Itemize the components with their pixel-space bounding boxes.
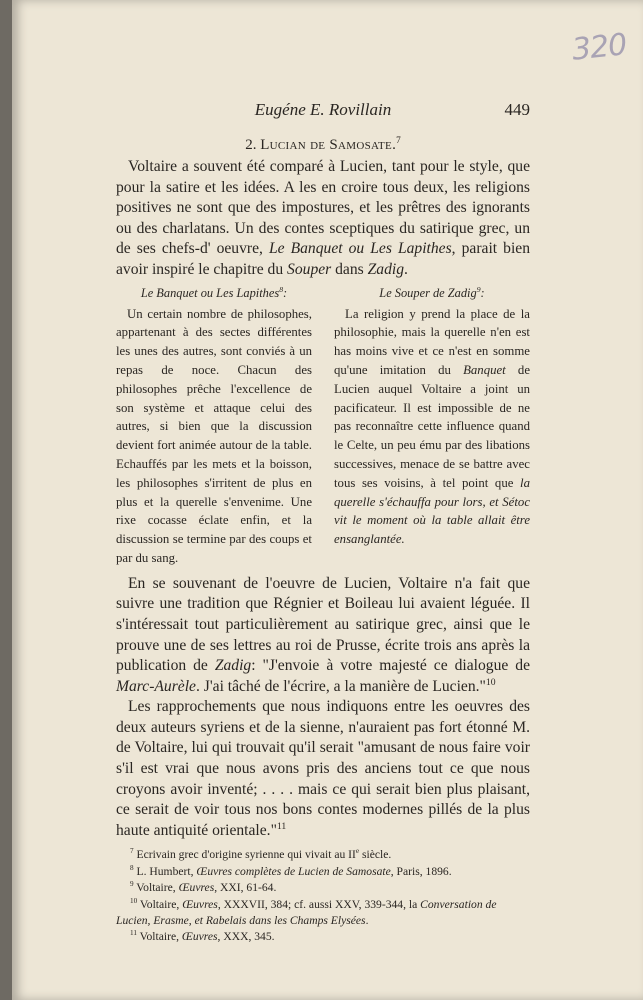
footnote-7: $^7$ Ecrivain grec d'origine syrienne qui vivait au IIe siècle. <box>130 847 392 862</box>
running-head-title: Eugéne E. Rovillain <box>254 100 392 119</box>
left-column <box>116 284 312 568</box>
page-number: 449 <box>504 100 530 119</box>
section-footnote-ref: 7 <box>396 136 401 146</box>
footnote-8: $^8$ L. Humbert, Œuvres complètes de Lucien de Samosate, Paris, 1896. <box>130 863 452 878</box>
footnote-ref-9: 9 <box>476 284 481 294</box>
footnote-11: $^{11}$ Voltaire, Œuvres, XXX, 345. <box>130 929 275 944</box>
paragraph-3: Les rapprochements que nous indiquons entre les oeuvres des deux auteurs syriens et de la sienne, n'auraient pas fort étonné M. de Voltaire, lui qui trouvait qu'il serait "amusant de nous faire voir s'il est vrai que nous avons pris des anciens tout ce que nous croyons avoir inventé; . . . . mais ce qui serait bien plus plaisant, ce serait de voir tous nos bons contes modernes pillés de la plus haute antiquité orientale."$^{11}$ <box>116 698 530 839</box>
running-head <box>116 100 530 124</box>
section-heading <box>116 135 530 155</box>
section-number: 2. <box>245 137 257 153</box>
comparison-columns <box>116 284 530 568</box>
footnote-9: $^9$ Voltaire, Œuvres, XXI, 61-64. <box>130 880 277 895</box>
right-column-text: La religion y prend la place de la philosophie, mais la querelle n'en est has moins vive et ce n'est en somme qu'une imitation du Banquet de Lucien auquel Voltaire a joint un pacificateur. Il est impossible de ne pas reconnaître cette influence quand le Celte, un peu ému par des libations successives, menace de se battre avec tous ses voisins, à tel point que la querelle s'échauffa pour lors, et Sétoc vit le moment où la table allait être ensanglantée. <box>334 306 530 547</box>
right-column <box>334 284 530 568</box>
footnote-ref-11: 11 <box>276 820 287 832</box>
footnote-ref-10: 10 <box>485 676 496 688</box>
right-column-heading: Le Souper de Zadig$^9$: <box>379 284 485 300</box>
page-content <box>116 135 530 946</box>
paragraph-2: En se souvenant de l'oeuvre de Lucien, Voltaire n'a fait que suivre une tradition que Régnier et Boileau lui avaient léguée. Il s'intéressait tout particulièrement au satirique grec, ainsi que le prouve une de ses lettres au roi de Prusse, écrite trois ans après la publication de Zadig: "J'envoie à votre majesté ce dialogue de Marc-Aurèle. J'ai tâché de l'écrire, a la manière de Lucien."$^{10}$ <box>116 574 531 695</box>
intro-paragraph: Voltaire a souvent été comparé à Lucien, tant pour le style, que pour la satire et les idées. A les en croire tous deux, les religions positives ne sont que des impostures, et les prêtres des ignorants ou des charlatans. Un des contes sceptiques du satirique grec, un de ses chefs-d' oeuvre, Le Banquet ou Les Lapithes, parait bien avoir inspiré le chapitre du Souper dans Zadig. <box>116 158 530 278</box>
left-column-text: Un certain nombre de philosophes, appartenant à des sectes différentes les unes des autres, sont conviés à un repas de noce. Chacun des philosophes prêche l'excellence de son système et attaque celui des autres, si bien que la discussion devient fort animée autour de la table. Echauffés par les mets et la boisson, les philosophes s'irritent de plus en plus et la querelle s'envenime. Une rixe cocasse éclate enfin, et la discussion se termine par des coups et par du sang. <box>116 306 312 565</box>
section-title: Lucian de Samosate. <box>260 137 397 153</box>
left-column-heading: Le Banquet ou Les Lapithes$^8$: <box>140 284 288 300</box>
footnotes <box>116 847 530 945</box>
handwritten-page-annotation: 320 <box>570 27 628 68</box>
footnote-10: $^{10}$ Voltaire, Œuvres, XXXVII, 384; cf. aussi XXV, 339-344, la Conversation de Lucien, Erasme, et Rabelais dans les Champs Elysées. <box>116 896 497 928</box>
book-page <box>12 0 643 1000</box>
footnote-ref-8: 8 <box>279 284 284 294</box>
